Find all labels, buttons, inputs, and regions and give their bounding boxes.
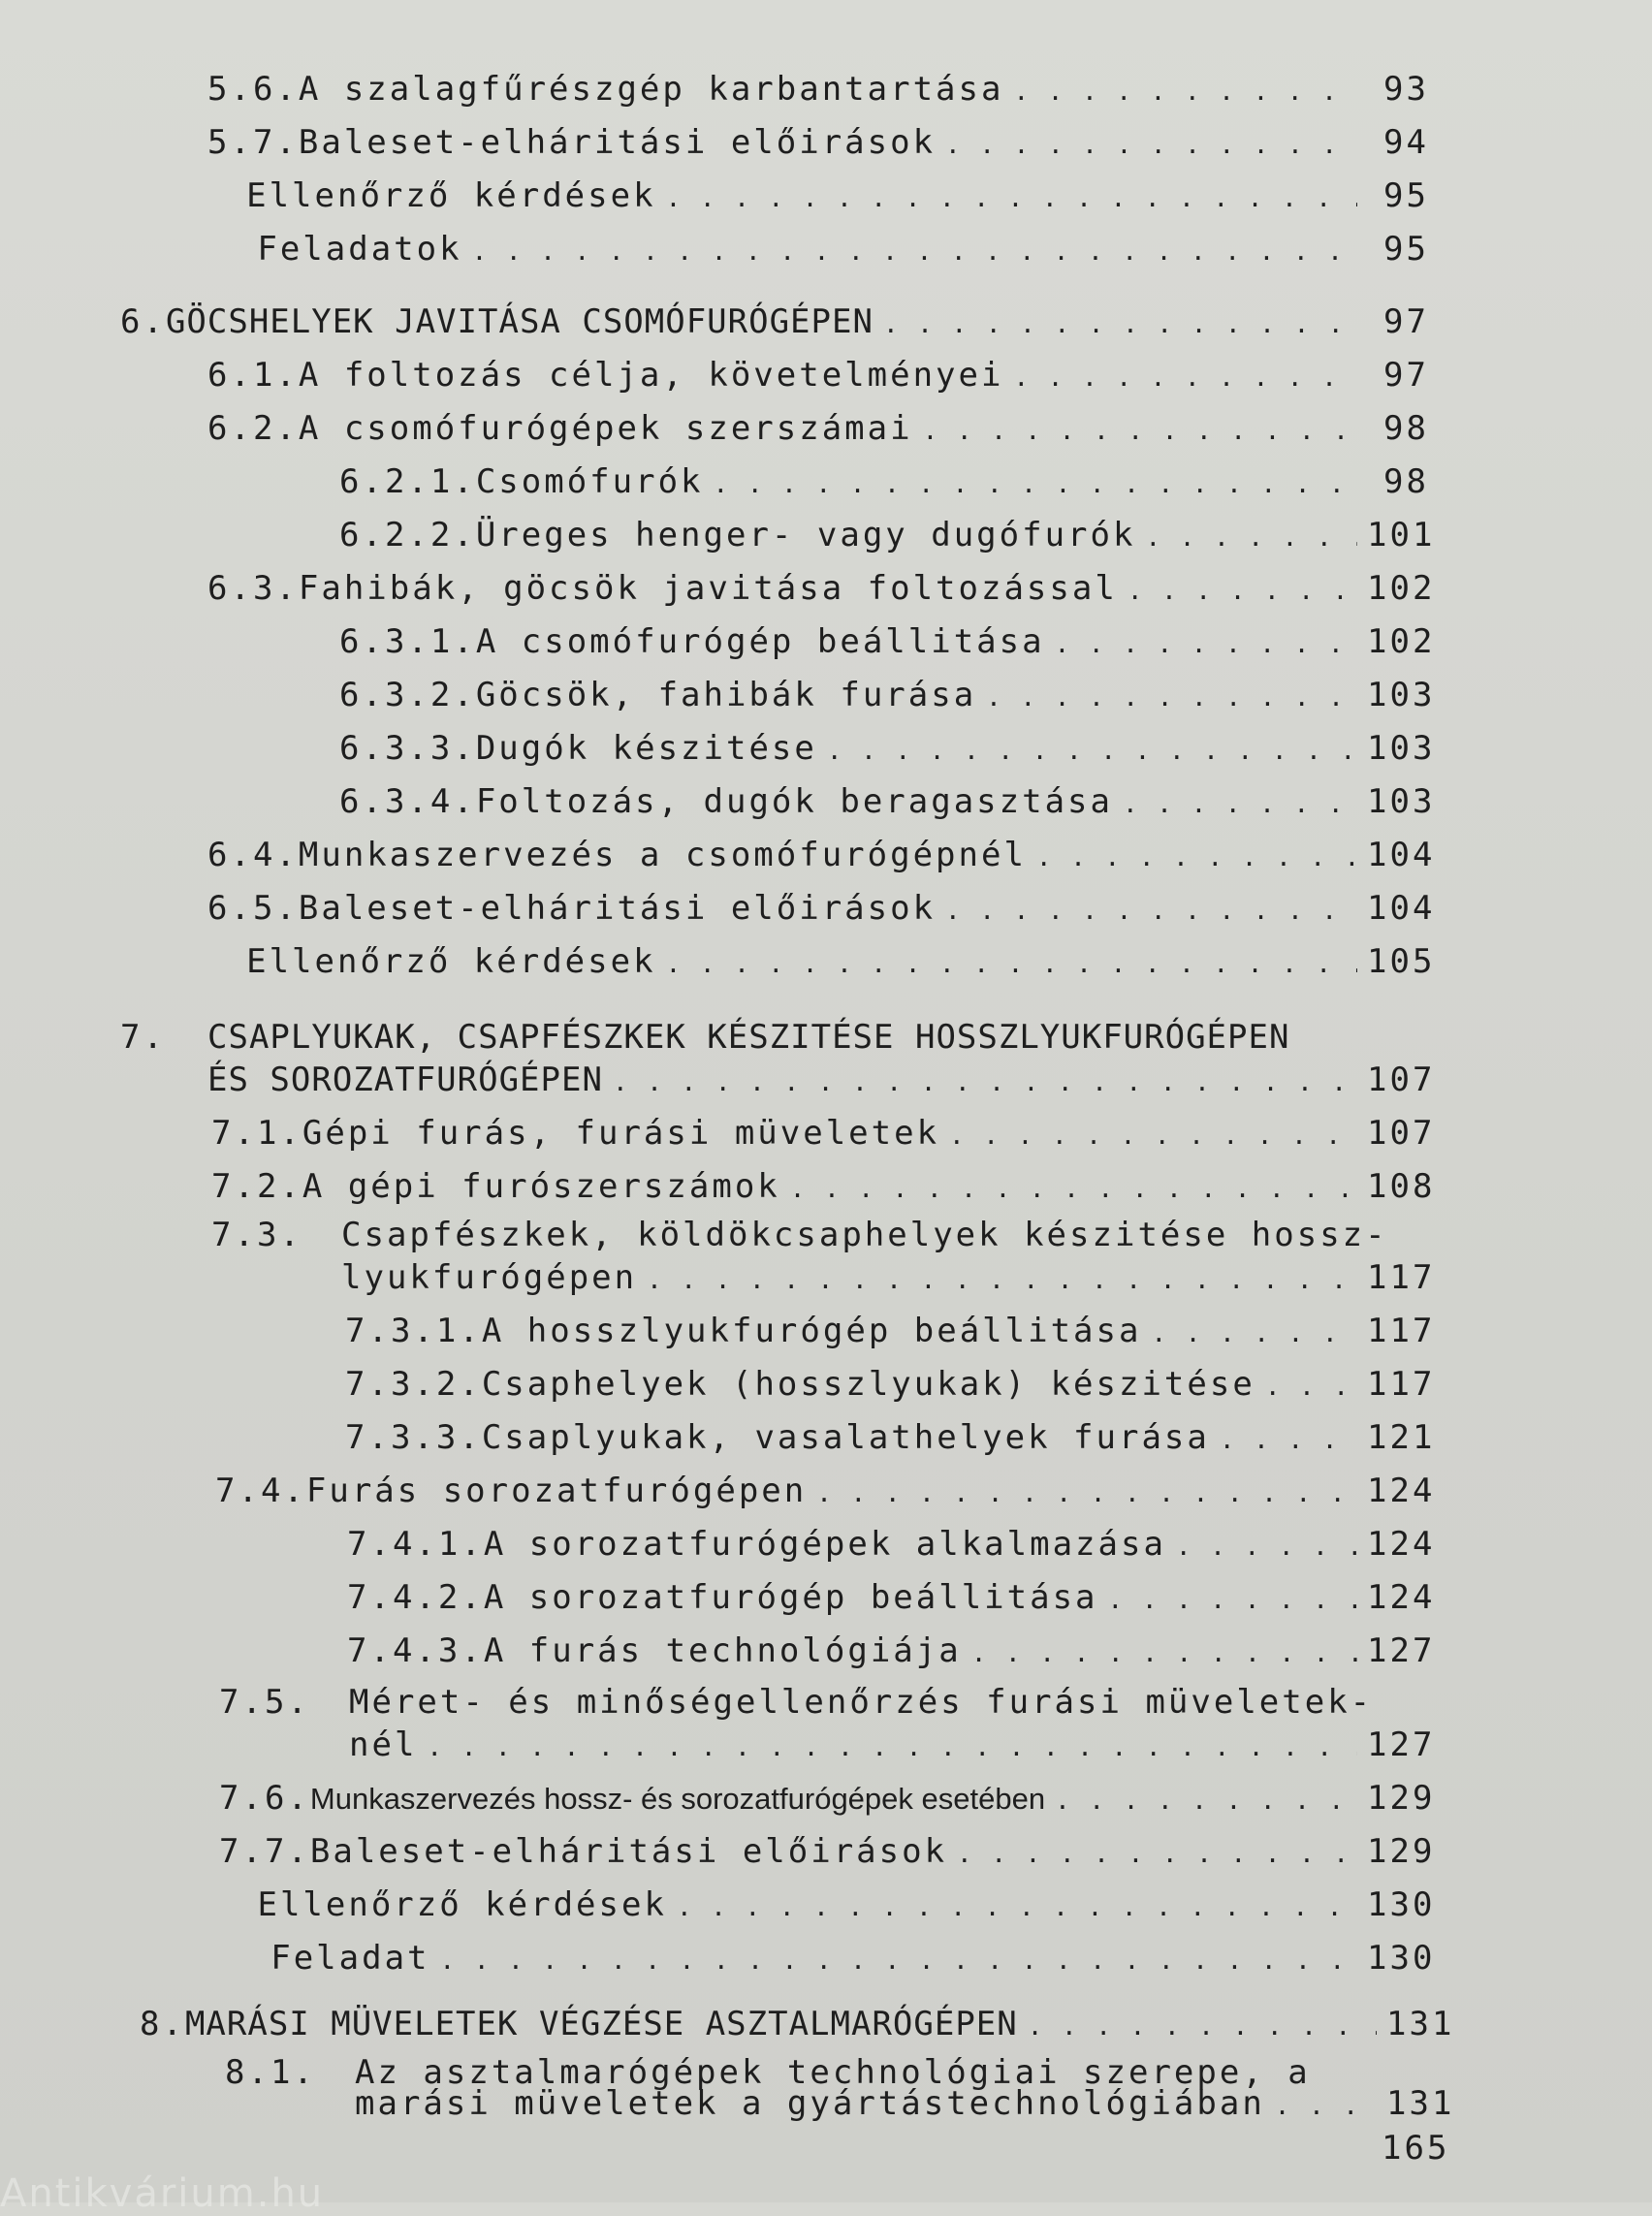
toc-entry [341, 1258, 1436, 1303]
entry-page: 104 [1367, 889, 1436, 928]
entry-title: Munkaszervezés a csomófurógépnél [298, 836, 1027, 874]
leader-dots [1128, 569, 1357, 608]
entry-page: 98 [1383, 409, 1429, 448]
entry-title: Ellenőrző kérdések [257, 1885, 667, 1924]
entry-title: Az asztalmarógépek technológiai szerepe, a [355, 2053, 1311, 2092]
entry-page: 104 [1367, 836, 1436, 874]
toc-entry [207, 409, 1429, 454]
entry-title: Dugók készitése [475, 729, 817, 768]
entry-title: Csaplyukak, vasalathelyek furása [481, 1418, 1210, 1457]
entry-number: 6.5. [207, 889, 299, 928]
entry-title: MARÁSI MÜVELETEK VÉGZÉSE ASZTALMARÓGÉPEN [184, 2005, 1018, 2043]
leader-dots [971, 1631, 1357, 1670]
entry-page: 117 [1367, 1312, 1436, 1350]
entry-page: 107 [1367, 1061, 1436, 1099]
entry-title: Göcsök, fahibák furása [475, 676, 977, 714]
entry-number: 7.3.3. [345, 1418, 482, 1457]
toc-entry [207, 123, 1429, 168]
entry-page: 98 [1383, 462, 1429, 501]
entry-page: 102 [1367, 622, 1436, 661]
entry-title: Csaphelyek (hosszlyukak) készitése [481, 1365, 1255, 1404]
entry-number: 7.4.3. [347, 1631, 484, 1670]
entry-title: marási müveletek a gyártástechnológiában [355, 2084, 1265, 2123]
toc-chapter [120, 302, 1429, 347]
entry-number: 7.4. [215, 1472, 306, 1510]
entry-number: 5.6. [207, 70, 299, 109]
leader-dots [883, 302, 1357, 341]
entry-title: Feladatok [257, 230, 462, 269]
leader-dots [666, 942, 1357, 981]
entry-page: 117 [1367, 1365, 1436, 1404]
entry-title: A sorozatfurógép beállitása [483, 1578, 1098, 1617]
toc-entry [207, 70, 1429, 114]
leader-dots [1013, 70, 1357, 109]
toc-entry [207, 942, 1436, 987]
toc-entry [211, 1114, 1436, 1158]
entry-number: 6. [120, 302, 166, 341]
entry-page: 129 [1367, 1779, 1436, 1818]
entry-title: Baleset-elháritási előirások [298, 889, 937, 928]
entry-number: 8. [140, 2005, 185, 2043]
toc-subentry [347, 1631, 1436, 1676]
entry-number: 7.3.2. [345, 1365, 482, 1404]
toc-entry [207, 356, 1429, 400]
leader-dots [472, 230, 1357, 269]
leader-dots [945, 123, 1357, 162]
entry-page: 97 [1383, 302, 1429, 341]
leader-dots [1151, 1312, 1357, 1350]
entry-title: CSAPLYUKAK, CSAPFÉSZKEK KÉSZITÉSE HOSSZLYUKFURÓGÉPEN [207, 1018, 1290, 1057]
toc-entry [207, 889, 1436, 934]
entry-title: Ellenőrző kérdések [246, 942, 656, 981]
entry-page: 95 [1383, 230, 1429, 269]
entry-title: Üreges henger- vagy dugófurók [475, 516, 1136, 554]
entry-page: 124 [1367, 1525, 1436, 1564]
leader-dots [1123, 782, 1357, 821]
entry-title: Furás sorozatfurógépen [305, 1472, 808, 1510]
entry-page: 131 [1386, 2005, 1455, 2043]
leader-dots [1220, 1418, 1357, 1457]
entry-number: 6.2.1. [339, 462, 476, 501]
leader-dots [440, 1939, 1357, 1978]
entry-title: A furás technológiája [483, 1631, 962, 1670]
toc-subentry [339, 676, 1436, 720]
leader-dots [945, 889, 1357, 928]
entry-page: 127 [1367, 1631, 1436, 1670]
entry-page: 103 [1367, 782, 1436, 821]
leader-dots [1028, 2005, 1377, 2043]
entry-title: A csomófurógép beállitása [475, 622, 1045, 661]
entry-number: 7.1. [211, 1114, 302, 1153]
entry-title: lyukfurógépen [341, 1258, 638, 1297]
entry-title: A foltozás célja, követelményei [298, 356, 1004, 395]
toc-subentry [347, 1525, 1436, 1569]
entry-number: 6.2. [207, 409, 299, 448]
leader-dots [827, 729, 1357, 768]
entry-number: 7.7. [219, 1832, 310, 1871]
entry-page: 93 [1383, 70, 1429, 109]
entry-number: 7.6. [219, 1779, 310, 1818]
leader-dots [1055, 1779, 1357, 1818]
leader-dots [1265, 1365, 1357, 1404]
leader-dots [427, 1725, 1357, 1764]
leader-dots [986, 676, 1357, 714]
toc-subentry [347, 1578, 1436, 1623]
toc-subentry [339, 622, 1436, 667]
entry-number: 7.2. [211, 1167, 302, 1206]
entry-page: 107 [1367, 1114, 1436, 1153]
leader-dots [666, 176, 1357, 215]
toc-entry [219, 1779, 1436, 1823]
toc-entry [219, 1939, 1436, 1983]
leader-dots [957, 1832, 1357, 1871]
toc-subentry [339, 729, 1436, 774]
leader-dots [1275, 2084, 1377, 2123]
toc-entry [219, 1885, 1436, 1930]
toc-subentry [345, 1312, 1436, 1356]
entry-title: Csomófurók [475, 462, 704, 501]
toc-entry [349, 1725, 1436, 1770]
entry-page: 124 [1367, 1472, 1436, 1510]
entry-page: 124 [1367, 1578, 1436, 1617]
entry-page: 117 [1367, 1258, 1436, 1297]
leader-dots [1145, 516, 1357, 554]
entry-number: 6.3.1. [339, 622, 476, 661]
entry-title: nél [349, 1725, 418, 1764]
watermark: Antikvárium.hu [0, 2171, 325, 2216]
entry-number: 6.3.3. [339, 729, 476, 768]
toc-entry [207, 176, 1429, 221]
entry-number: 8.1. [225, 2053, 316, 2092]
entry-number: 7. [120, 1018, 166, 1057]
toc-subentry [339, 462, 1429, 507]
leader-dots [647, 1258, 1357, 1297]
entry-title: Fahibák, göcsök javitása foltozással [298, 569, 1118, 608]
toc-subentry [339, 516, 1436, 560]
entry-number: 5.7. [207, 123, 299, 162]
toc-chapter-line [120, 1018, 1289, 1057]
leader-dots [714, 462, 1357, 501]
toc-entry [207, 230, 1429, 274]
leader-dots [1108, 1578, 1357, 1617]
toc-entry [219, 1832, 1436, 1877]
leader-dots [949, 1114, 1357, 1153]
entry-number: 6.1. [207, 356, 299, 395]
toc-entry [215, 1472, 1436, 1516]
entry-page: 94 [1383, 123, 1429, 162]
toc-subentry [345, 1418, 1436, 1463]
entry-title: Ellenőrző kérdések [246, 176, 656, 215]
toc-entry-line [211, 1216, 1388, 1254]
entry-page: 129 [1367, 1832, 1436, 1871]
entry-page: 101 [1367, 516, 1436, 554]
entry-title: Csapfészkek, köldökcsaphelyek készitése hossz- [341, 1216, 1388, 1254]
leader-dots [613, 1061, 1357, 1099]
leader-dots [923, 409, 1357, 448]
entry-number: 6.4. [207, 836, 299, 874]
entry-page: 130 [1367, 1939, 1436, 1978]
entry-title: Munkaszervezés hossz- és sorozatfurógépek esetében [309, 1782, 1046, 1816]
entry-number: 7.5. [219, 1683, 310, 1722]
toc-entry [207, 569, 1436, 614]
entry-page: 121 [1367, 1418, 1436, 1457]
toc-subentry [339, 782, 1436, 827]
leader-dots [790, 1167, 1357, 1206]
entry-number: 6.3.2. [339, 676, 476, 714]
entry-page: 105 [1367, 942, 1436, 981]
entry-number: 7.3.1. [345, 1312, 482, 1350]
entry-title: Baleset-elháritási előirások [298, 123, 937, 162]
toc-entry [207, 836, 1436, 880]
entry-page: 127 [1367, 1725, 1436, 1764]
entry-title: A hosszlyukfurógép beállitása [481, 1312, 1142, 1350]
entry-title: Gépi furás, furási müveletek [302, 1114, 940, 1153]
leader-dots [1036, 836, 1357, 874]
entry-title: Méret- és minőségellenőrzés furási müveletek- [349, 1683, 1374, 1722]
toc-chapter [140, 2005, 1455, 2049]
page-number: 165 [1382, 2129, 1450, 2168]
entry-number: 7.4.2. [347, 1578, 484, 1617]
toc-entry-line [219, 1683, 1373, 1722]
entry-number: 7.3. [211, 1216, 302, 1254]
entry-page: 131 [1386, 2084, 1455, 2123]
entry-number: 7.4.1. [347, 1525, 484, 1564]
entry-page: 130 [1367, 1885, 1436, 1924]
leader-dots [816, 1472, 1357, 1510]
entry-title: Foltozás, dugók beragasztása [475, 782, 1113, 821]
entry-page: 108 [1367, 1167, 1436, 1206]
toc-chapter [207, 1061, 1436, 1105]
entry-page: 97 [1383, 356, 1429, 395]
entry-title: A szalagfűrészgép karbantartása [298, 70, 1004, 109]
entry-title: ÉS SOROZATFURÓGÉPEN [207, 1061, 603, 1099]
entry-title: A gépi furószerszámok [302, 1167, 780, 1206]
toc-entry [355, 2084, 1455, 2129]
entry-title: A csomófurógépek szerszámai [298, 409, 913, 448]
entry-title: GÖCSHELYEK JAVITÁSA CSOMÓFURÓGÉPEN [165, 302, 874, 341]
entry-number: 6.3.4. [339, 782, 476, 821]
entry-number: 6.2.2. [339, 516, 476, 554]
leader-dots [1055, 622, 1357, 661]
entry-page: 103 [1367, 676, 1436, 714]
leader-dots [1013, 356, 1357, 395]
entry-page: 95 [1383, 176, 1429, 215]
entry-page: 102 [1367, 569, 1436, 608]
entry-title: A sorozatfurógépek alkalmazása [483, 1525, 1166, 1564]
leader-dots [1176, 1525, 1357, 1564]
entry-title: Feladat [270, 1939, 430, 1978]
leader-dots [677, 1885, 1357, 1924]
entry-number: 6.3. [207, 569, 299, 608]
entry-title: Baleset-elháritási előirások [309, 1832, 948, 1871]
entry-page: 103 [1367, 729, 1436, 768]
toc-subentry [345, 1365, 1436, 1409]
toc-entry [211, 1167, 1436, 1212]
